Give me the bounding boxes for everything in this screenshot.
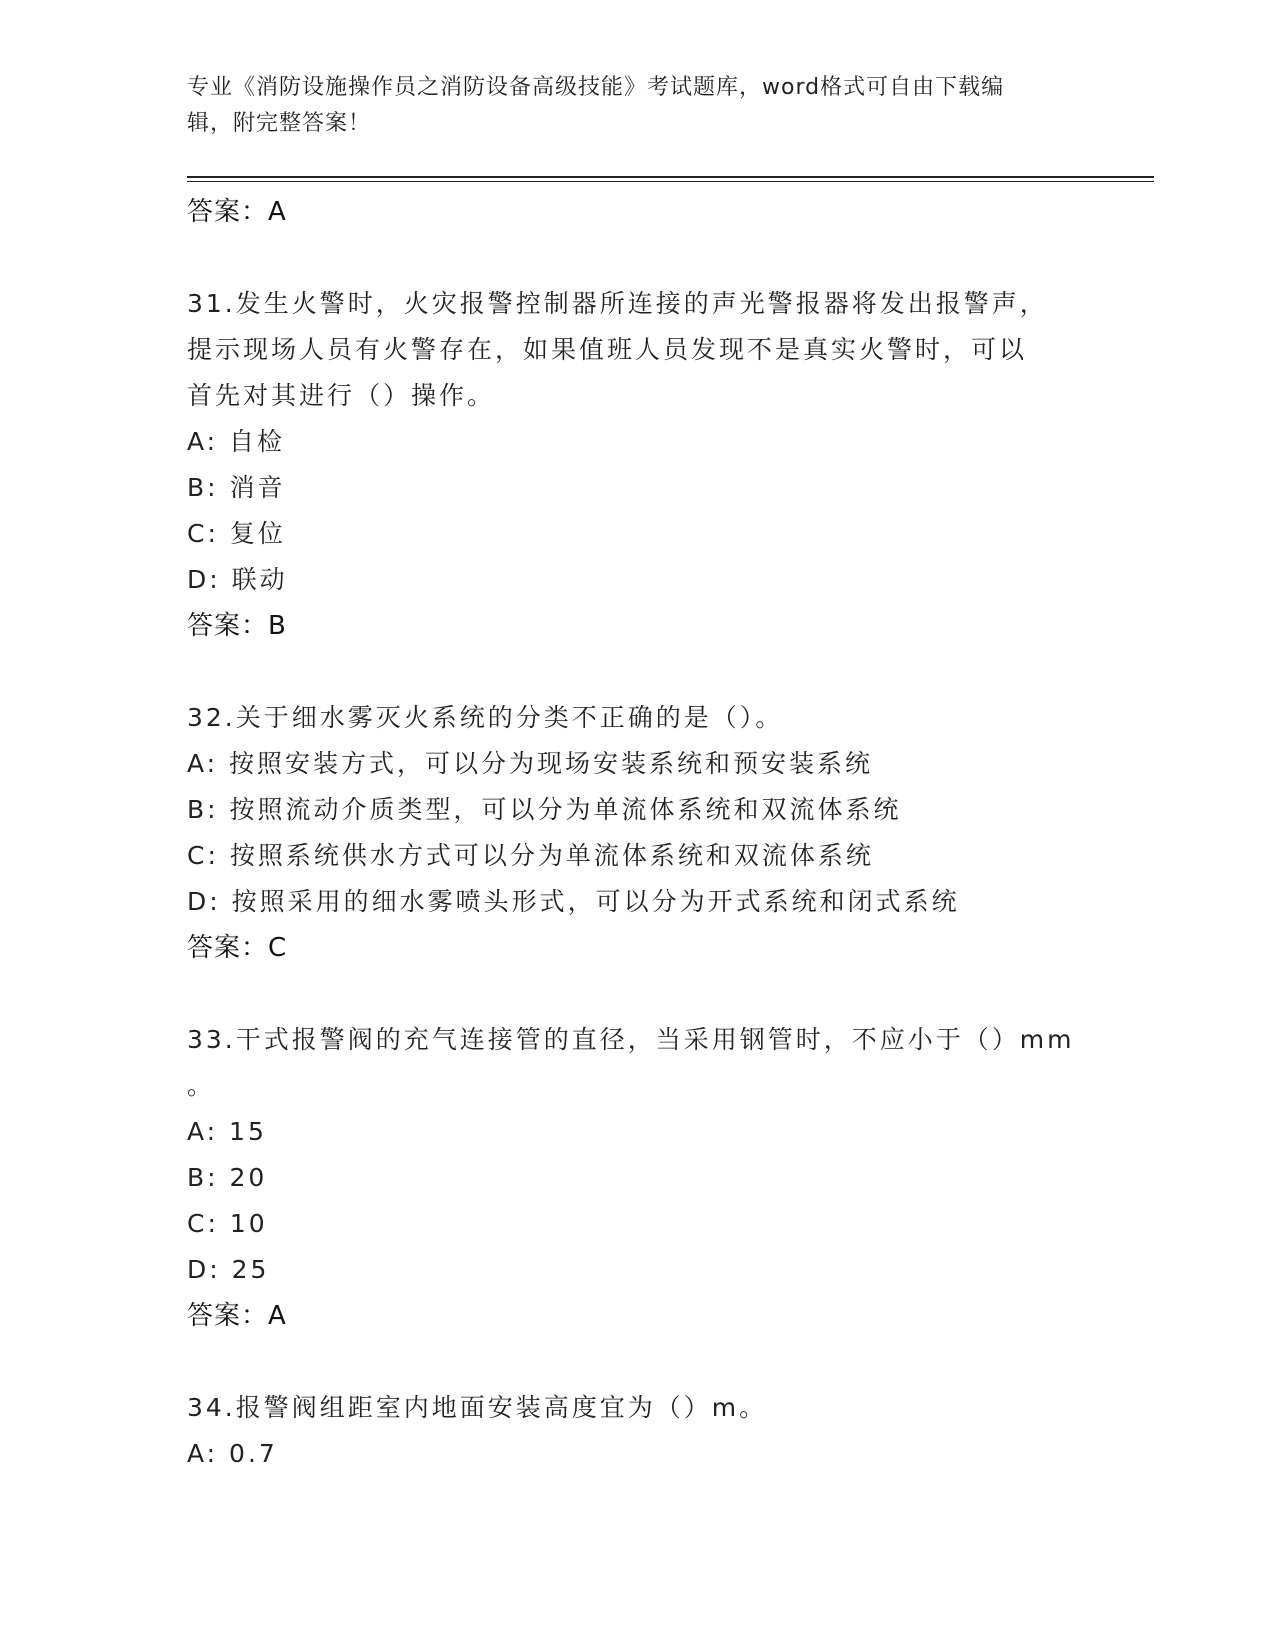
option-c: C: 按照系统供水方式可以分为单流体系统和双流体系统 (187, 841, 874, 870)
option-a: A: 自检 (187, 427, 286, 456)
document-header (187, 70, 1087, 142)
option-a: A: 15 (187, 1117, 267, 1146)
question-34-line-1: 34.报警阀组距室内地面安装高度宜为（）m。 (187, 1393, 768, 1422)
answer-33: 答案：A (187, 1301, 287, 1331)
question-33-line-2: 。 (187, 1071, 216, 1100)
option-d: D: 联动 (187, 565, 288, 594)
question-content (187, 189, 1087, 1477)
question-32-line-1: 32.关于细水雾灭火系统的分类不正确的是（）。 (187, 703, 784, 732)
option-a: A: 0.7 (187, 1439, 278, 1468)
spacer (187, 971, 1087, 1017)
option-a: A: 按照安装方式，可以分为现场安装系统和预安装系统 (187, 749, 874, 778)
option-c: C: 10 (187, 1209, 268, 1238)
option-b: B: 20 (187, 1163, 268, 1192)
header-rule-thick (187, 176, 1154, 178)
header-line-1: 专业《消防设施操作员之消防设备高级技能》考试题库，word格式可自由下载编 (187, 75, 1005, 100)
answer-previous: 答案：A (187, 197, 287, 227)
spacer (187, 235, 1087, 281)
option-b: B: 消音 (187, 473, 286, 502)
header-line-2: 辑，附完整答案！ (187, 111, 372, 136)
option-b: B: 按照流动介质类型，可以分为单流体系统和双流体系统 (187, 795, 902, 824)
option-d: D: 25 (187, 1255, 270, 1284)
option-d: D: 按照采用的细水雾喷头形式，可以分为开式系统和闭式系统 (187, 887, 960, 916)
answer-32: 答案：C (187, 933, 288, 963)
header-rule-thin (187, 181, 1154, 182)
question-31 (187, 281, 1087, 649)
spacer (187, 1339, 1087, 1385)
question-33 (187, 1017, 1087, 1339)
option-c: C: 复位 (187, 519, 286, 548)
question-31-line-1: 31.发生火警时，火灾报警控制器所连接的声光警报器将发出报警声， (187, 289, 1048, 318)
question-32 (187, 695, 1087, 971)
question-31-line-2: 提示现场人员有火警存在，如果值班人员发现不是真实火警时，可以 (187, 335, 1028, 364)
question-34 (187, 1385, 1087, 1477)
spacer (187, 649, 1087, 695)
answer-31: 答案：B (187, 611, 287, 641)
question-33-line-1: 33.干式报警阀的充气连接管的直径，当采用钢管时，不应小于（）mm (187, 1025, 1075, 1054)
question-31-line-3: 首先对其进行（）操作。 (187, 381, 496, 410)
